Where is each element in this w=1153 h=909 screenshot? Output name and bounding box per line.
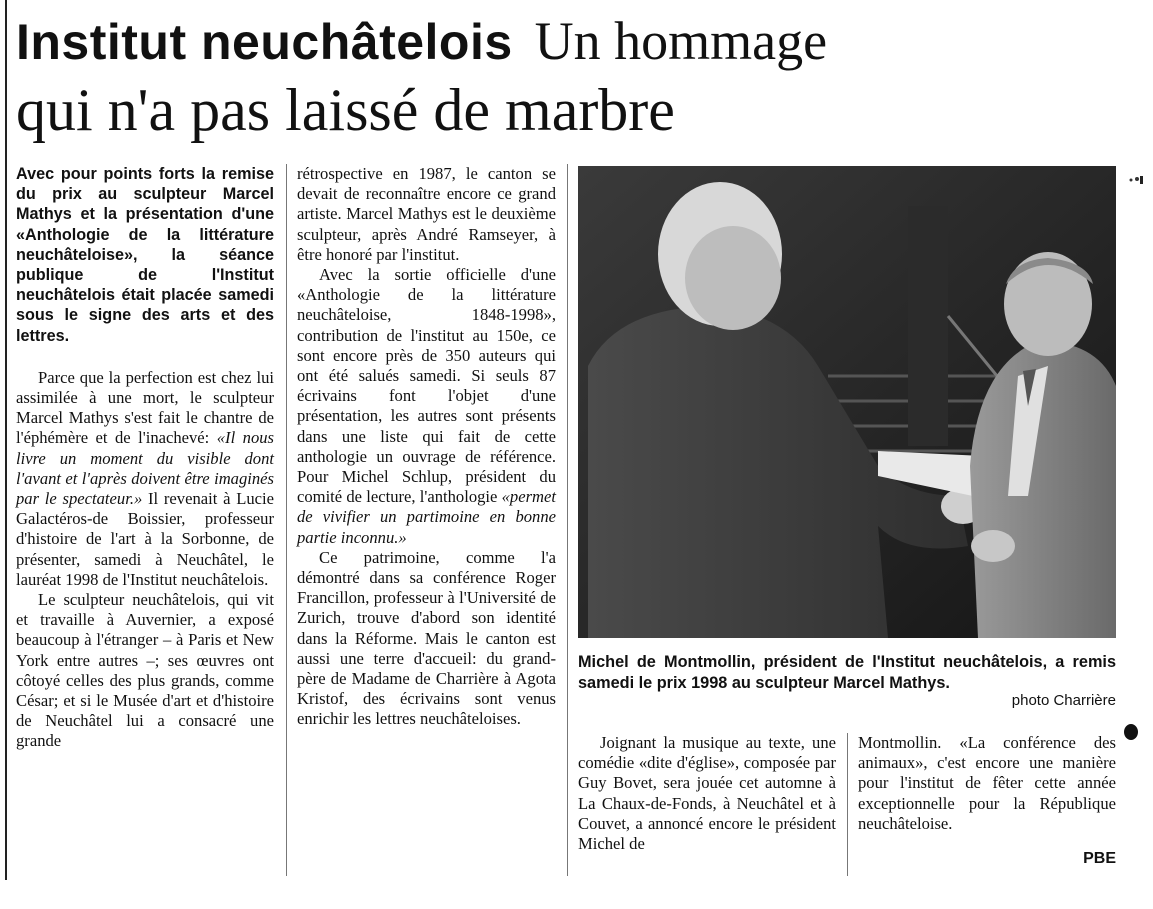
headline (16, 8, 1136, 146)
article-paragraph (297, 265, 556, 548)
column-divider (567, 164, 568, 876)
author-signature: PBE (1083, 850, 1116, 867)
headline-kicker: Institut neuchâtelois (16, 14, 513, 70)
article-column-4 (858, 733, 1116, 834)
photo-illustration (578, 166, 1116, 638)
article-paragraph: Montmollin. «La conférence des animaux», c'est encore une manière pour l'institut de fêter cette année exceptionnelle pour la République neuchâteloise. (858, 733, 1116, 833)
article-paragraph: Le sculpteur neuchâtelois, qui vit et travaille à Auvernier, a exposé beaucoup à l'étranger – à Paris et New York entre autres –; ses œuvres ont côtoyé celles des plus grands, comme César; et si le Musée d'art et d'histoire de Neuchâtel lui a consacré une grande (16, 590, 274, 751)
headline-title-line2: qui n'a pas laissé de marbre (16, 77, 675, 143)
paragraph-text: Il revenait à Lucie Galactéros-de Boissier, professeur d'histoire de l'art à la Sorbonne, de présenter, samedi à Neuchâtel, le lauréat 1998 de l'Institut neuchâtelois. (16, 489, 274, 589)
left-margin-rule (5, 0, 7, 880)
article-paragraph: Joignant la musique au texte, une comédie «dite d'église», composée par Guy Bovet, sera jouée cet automne à La Chaux-de-Fonds, à Neuchâtel et à Couvet, a annoncé encore le président Michel de (578, 733, 836, 854)
article-paragraph (16, 368, 274, 590)
article-column-1 (16, 164, 274, 752)
ink-blot (1124, 724, 1138, 740)
article-photo (578, 166, 1116, 638)
headline-title-line1: Un hommage (534, 11, 828, 71)
paragraph-quote: «permet de vivifier un partimoine en bonne partie inconnu.» (297, 487, 556, 547)
paragraph-text: Avec la sortie officielle d'une «Anthologie de la littérature neuchâteloise, 1848-1998», contribution de l'institut au 150e, ce sont encore près de 350 auteurs qui ont été salués samedi. Si seuls 87 écrivains font l'objet d'une présentation, les autres sont présents dans une liste qui fait de cette anthologie un ouvrage de référence. Pour Michel Schlup, président du comité de lecture, l'anthologie (297, 265, 556, 507)
photo-credit: photo Charrière (1011, 692, 1116, 709)
column-divider (847, 733, 848, 876)
article-paragraph: rétrospective en 1987, le canton se devait de reconnaître encore ce grand artiste. Marcel Mathys est le deuxième sculpteur, après André Ramseyer, à être honoré par l'institut. (297, 164, 556, 264)
photo-caption: Michel de Montmollin, président de l'Institut neuchâtelois, a remis samedi le prix 1998 au sculpteur Marcel Mathys. (578, 653, 1116, 692)
article-paragraph: Ce patrimoine, comme l'a démontré dans sa conférence Roger Francillon, professeur à l'Université de Zurich, trouve d'abord son identité dans la Réforme. Mais le canton est aussi une terre d'accueil: du grand-père de Madame de Charrière à Agota Kristof, des écrivains sont venus enrichir les lettres neuchâteloises. (297, 547, 556, 729)
article-lead: Avec pour points forts la remise du prix au sculpteur Marcel Mathys et la présentation d'une «Anthologie de la littérature neuchâteloise», la séance publique de l'Institut neuchâtelois était placée samedi sous le signe des arts et des lettres. (16, 165, 274, 345)
column-divider (286, 164, 287, 876)
paragraph-quote: «Il nous livre un moment du visible dont l'avant et l'après doivent être imaginés par le spectateur.» (16, 428, 274, 509)
ink-speck-icon (1128, 174, 1144, 186)
article-column-2 (297, 164, 556, 730)
article-column-3 (578, 733, 836, 854)
paragraph-text: Parce que la perfection est chez lui assimilée à une mort, le sculpteur Marcel Mathys s'est fait le chantre de l'éphémère et de l'inachevé: (16, 367, 274, 448)
